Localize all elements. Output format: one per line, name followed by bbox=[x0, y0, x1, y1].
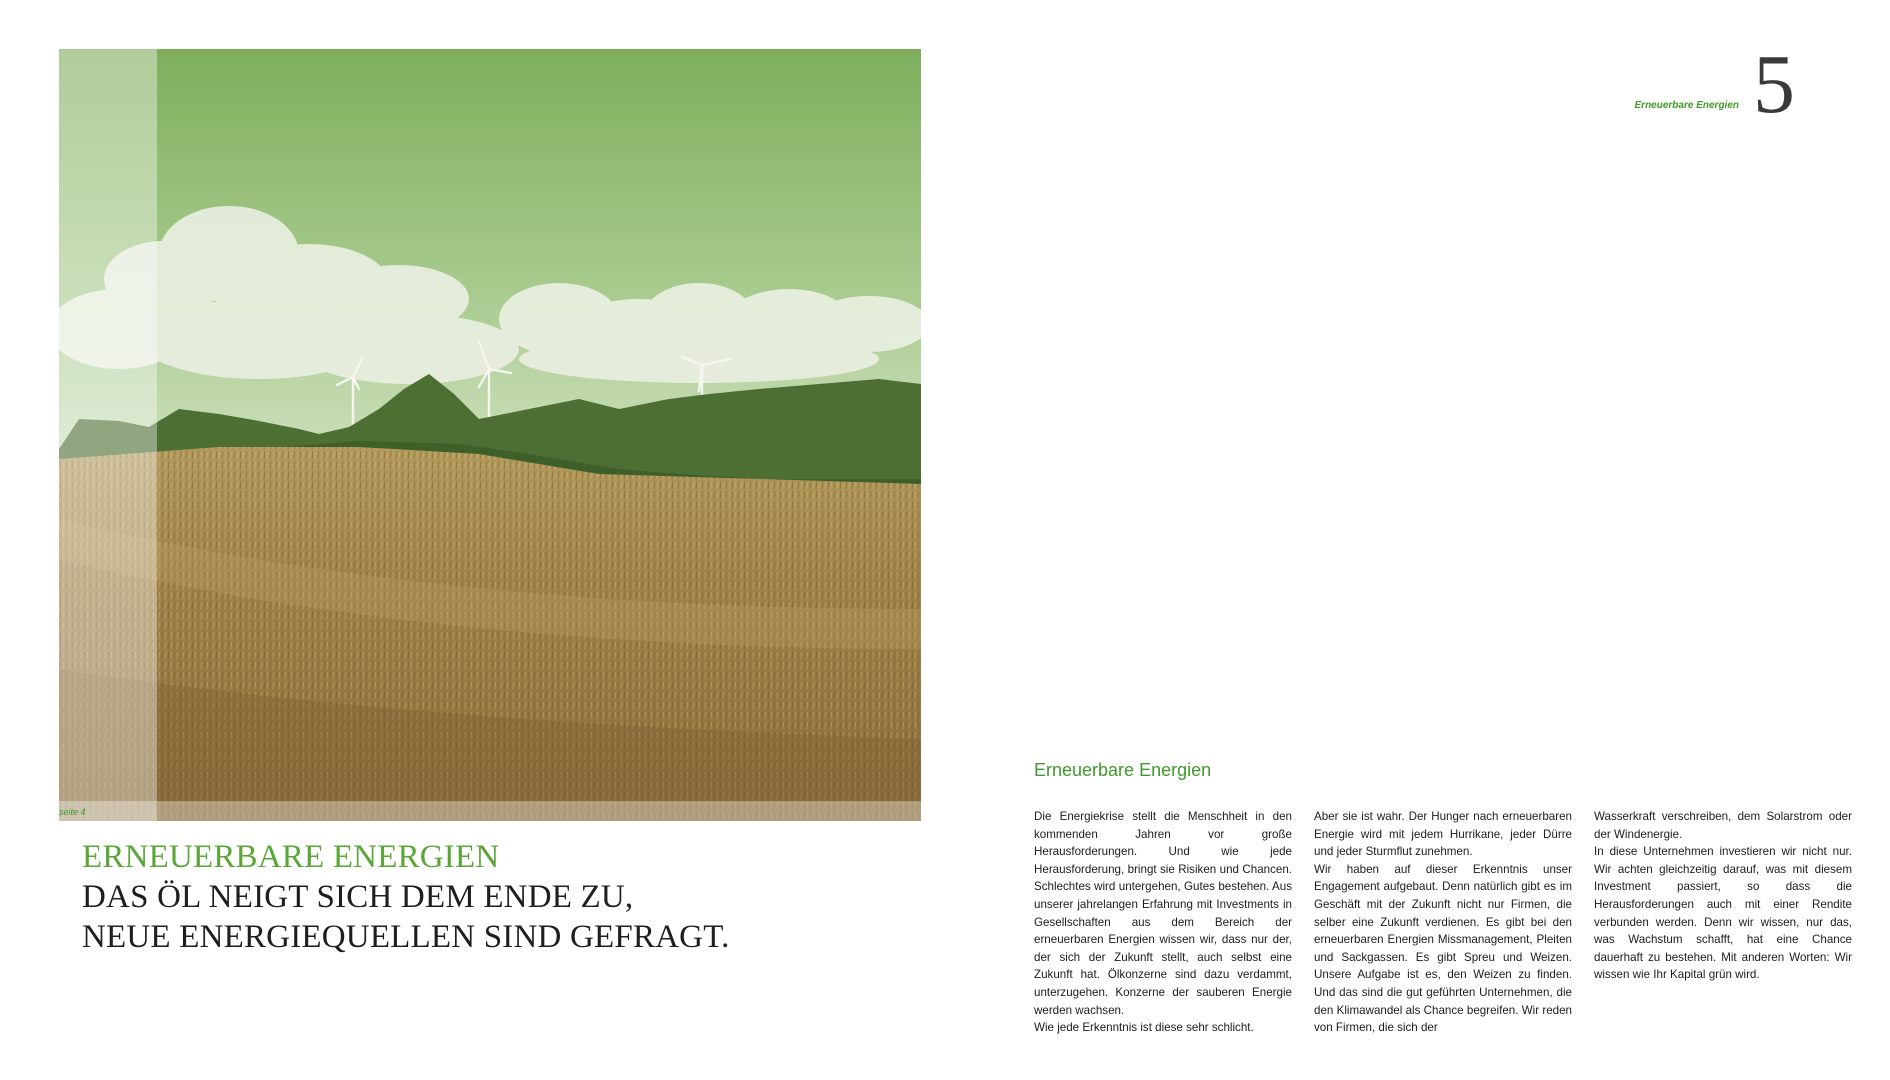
article-column-1: Die Energiekrise stellt die Menschheit in den kommenden Jahren vor große Herausforderungen. Und wie jede Herausforderung, bringt sie Risiken und Chancen. Schlechtes wird untergehen, Gutes bestehen. Aus unserer jahrelangen Erfahrung mit Investments in Gesellschaften aus dem Bereich der erneuerbaren Energien wissen wir, dass nur der, der sich der Zukunft stellt, auch selbst eine Zukunft hat. Ölkonzerne sind dazu verdammt, unterzugehen. Konzerne der sauberen Energie werden wachsen. Wie jede Erkenntnis ist diese sehr schlicht. bbox=[1034, 810, 1292, 1035]
running-head bbox=[1634, 38, 1795, 131]
headline-line-1: DAS ÖL NEIGT SICH DEM ENDE ZU, bbox=[82, 879, 634, 915]
article-column-3: Wasserkraft verschreiben, dem Solarstrom oder der Windenergie. In diese Unternehmen investieren wir nicht nur. Wir achten gleichzeitig darauf, was mit diesem Investment passiert, so dass die Herausforderungen auch mit einer Rendite verbunden werden. Denn wir wissen, nur das, was Wachstum schafft, hat eine Chance dauerhaft zu bestehen. Mit anderen Worten: Wir wissen wie Ihr Kapital grün wird. bbox=[1594, 810, 1852, 982]
chapter-number: 5 bbox=[1753, 38, 1795, 131]
article-columns bbox=[1034, 808, 1852, 1037]
landscape-illustration bbox=[59, 49, 921, 821]
headline-line-2: NEUE ENERGIEQUELLEN SIND GEFRAGT. bbox=[82, 919, 730, 955]
page-label: seite 4 bbox=[59, 807, 86, 817]
photo-bottom-strip bbox=[59, 801, 921, 821]
article-column-2: Aber sie ist wahr. Der Hunger nach erneuerbaren Energie wird mit jedem Hurrikane, jeder Dürre und jeder Sturmflut zunehmen. Wir haben auf dieser Erkenntnis unser Engagement aufgebaut. Denn natürlich gibt es im Geschäft mit der Zukunft nicht nur Firmen, die selber eine Zukunft verdienen. Es gibt bei den erneuerbaren Energien Missmanagement, Pleiten und Sackgassen. Es gibt Spreu und Weizen. Unsere Aufgabe ist es, den Weizen zu finden. Und das sind die gut geführten Unternehmen, die den Klimawandel als Chance begreifen. Wir reden von Firmen, die sich der bbox=[1314, 810, 1572, 1035]
translucent-overlay-band bbox=[59, 49, 157, 821]
wheat-field-wind-turbines-photo bbox=[59, 49, 921, 821]
headline bbox=[82, 837, 842, 957]
headline-kicker: ERNEUERBARE ENERGIEN bbox=[82, 839, 500, 875]
article-title: Erneuerbare Energien bbox=[1034, 760, 1212, 780]
running-head-section: Erneuerbare Energien bbox=[1634, 100, 1739, 111]
